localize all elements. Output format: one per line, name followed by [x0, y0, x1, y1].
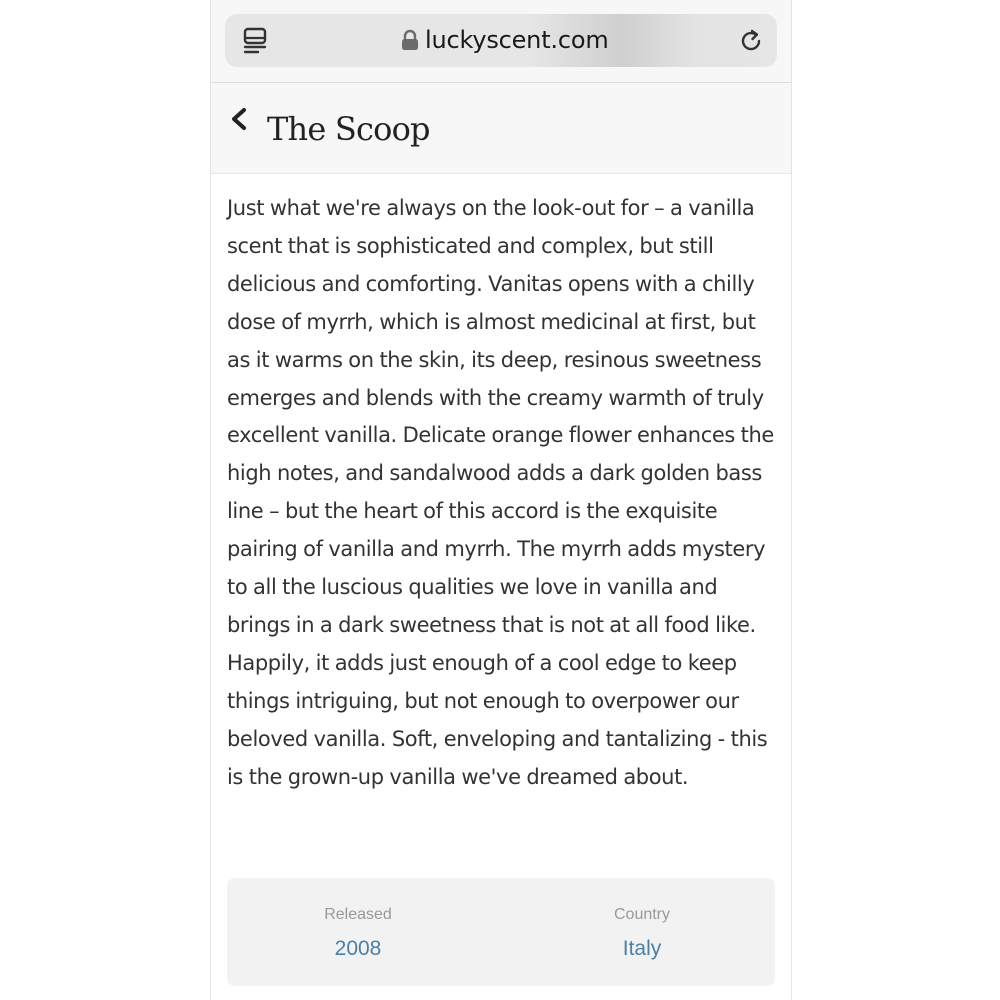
- country-value-link[interactable]: Italy: [622, 937, 662, 960]
- country-label: Country: [613, 906, 671, 923]
- product-info-card: [227, 878, 775, 986]
- phone-screen: [210, 0, 792, 1000]
- url-text[interactable]: luckyscent.com: [425, 26, 609, 54]
- released-label: Released: [324, 906, 392, 923]
- section-header: [211, 83, 791, 174]
- released-info: [227, 904, 489, 964]
- product-description: Just what we're always on the look-out for – a vanilla scent that is sophisticated and complex, but still delicious and comforting. Vanitas opens with a chilly dose of myrrh, which is almost medicinal at first, but as it warms on the skin, its deep, resinous sweetness emerges and blends with the creamy warmth of truly excellent vanilla. Delicate orange flower enhances the high notes, and sandalwood adds a dark golden bass line – but the heart of this accord is the exquisite pairing of vanilla and myrrh. The myrrh adds mystery to all the luscious qualities we love in vanilla and brings in a dark sweetness that is not at all food like. Happily, it adds just enough of a cool edge to keep things intriguing, but not enough to overpower our beloved vanilla. Soft, enveloping and tantalizing - this is the grown-up vanilla we've dreamed about.: [227, 196, 774, 789]
- address-bar[interactable]: [225, 14, 777, 67]
- tabs-icon[interactable]: [243, 27, 269, 55]
- reload-icon[interactable]: [737, 27, 765, 55]
- chevron-left-icon[interactable]: [229, 107, 249, 131]
- country-info: [501, 904, 783, 964]
- browser-toolbar: [211, 0, 791, 83]
- lock-icon: [401, 29, 419, 51]
- released-value-link[interactable]: 2008: [334, 937, 382, 960]
- section-title: The Scoop: [267, 110, 430, 148]
